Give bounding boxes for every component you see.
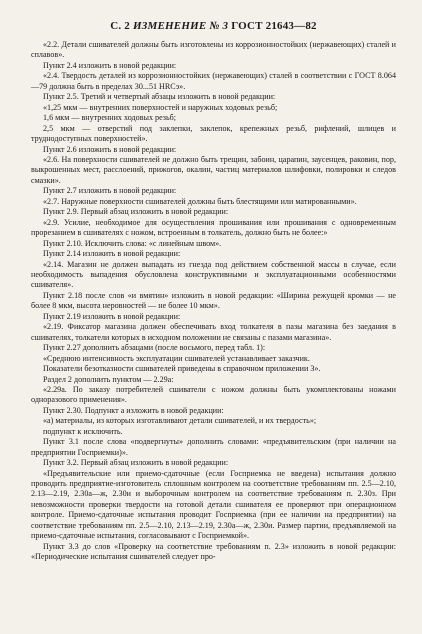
paragraph: Пункт 2.14 изложить в новой редакции: xyxy=(43,249,181,259)
paragraph: «2.7. Наружные поверхности сшивателей должны быть блестящими или матированными». xyxy=(43,196,357,206)
paragraph: «Среднюю интенсивность эксплуатации сшивателей устанавливает заказчик. xyxy=(43,353,310,363)
paragraph: 2,5 мкм — отверстий под заклепки, заклепок, крепежных резьб, рифлений, шлицев и труднодоступных поверхностей». xyxy=(31,123,396,144)
paragraph: подпункт к исключить. xyxy=(43,426,123,436)
paragraph: Пункт 2.4 изложить в новой редакции: xyxy=(43,60,177,70)
paragraph: Пункт 3.2. Первый абзац изложить в новой редакции: xyxy=(43,458,229,468)
paragraph: Пункт 2.5. Третий и четвертый абзацы изложить в новой редакции: xyxy=(43,92,276,102)
paragraph: Показатели безотказности сшивателей приведены в справочном приложении 3». xyxy=(43,364,321,374)
paragraph: «2.6. На поверхности сшивателей не должно быть трещин, забоин, царапин, заусенцев, раковин, пор, выкрошенных мест, расслоений, прижогов, окалин, частиц материалов шлифовки, полировки и следов смазки». xyxy=(31,154,396,185)
paragraph: «2.4. Твердость деталей из коррозионностойких (нержавеющих) сталей в соответствии с ГОСТ 8.064—79 должна быть в пределах 30...51 HRCэ». xyxy=(31,71,396,91)
paragraph: «Предъявительские или приемо-сдаточные (если Госприемка не введена) испытания должно проводить предприятие-изготовитель сплошным контролем на соответствие требованиям пп. 2.5—2.10, 2.13—2.19, 2.30а—ж, 2.30и и выборочным контролем на соответствие требованиям п. 2.30з. При невозможности проверки твердости на готовой детали сшивателя ее проверяют при операционном контроле. Приемо-сдаточные испытания проводит Госприемка (при ее наличии на предприятии) на соответствие требованиям пп. 2.5—2.10, 2.13—2.19, 2.30а—ж, 2.30и. Размер партии, предъявляемой на приемо-сдаточные испытания, согласовывают с Госприемкой». xyxy=(31,468,396,541)
paragraph: Пункт 2.27 дополнить абзацами (после восьмого, перед табл. 1): xyxy=(43,343,266,353)
change-title: ИЗМЕНЕНИЕ № 3 xyxy=(132,20,229,32)
paragraph: Раздел 2 дополнить пунктом — 2.29а: xyxy=(43,374,174,384)
paragraph: Пункт 3.3 до слов «Проверку на соответствие требованиям п. 2.3» изложить в новой редакции: «Периодические испытания сшивателей следует про- xyxy=(31,541,396,562)
paragraph: «а) материалы, из которых изготавливают детали сшивателей, и их твердость»; xyxy=(43,416,317,426)
paragraph: «2.14. Магазин не должен выпадать из гнезда под действием собственной массы в случае, если необходимость выпадения обусловлена конструктивными и эксплуатационными особенностями сшивателя». xyxy=(31,259,396,290)
paragraph: Пункт 2.18 после слов «и вмятин» изложить в новой редакции: «Ширина режущей кромки — не более 8 мкм, высота неровностей — не более 10 мкм». xyxy=(31,290,396,311)
paragraph: Пункт 2.10. Исключить слова: «с линейным швом». xyxy=(43,238,222,248)
paragraph: Пункт 2.30. Подпункт а изложить в новой редакции: xyxy=(43,405,224,415)
paragraph: Пункт 2.19 изложить в новой редакции: xyxy=(43,311,181,321)
paragraph: «2.29а. По заказу потребителей сшиватели с ножом должны быть укомплектованы ножами одноразового применения». xyxy=(31,384,396,405)
paragraph: Пункт 2.9. Первый абзац изложить в новой редакции: xyxy=(43,207,229,217)
paragraph: «2.9. Усилие, необходимое для осуществления прошивания или прошивания с одновременным прорезанием в сшивателях с ножом, встроенным в толкатель, должно быть не более:» xyxy=(31,217,396,238)
standard-code: ГОСТ 21643—82 xyxy=(231,20,317,32)
page-header xyxy=(31,20,396,32)
paragraph: «2.19. Фиксатор магазина должен обеспечивать вход толкателя в пазы магазина без заедания в сшивателях, толкатели которых в исходном положении не связаны с пазами магазина». xyxy=(31,322,396,342)
paragraph: Пункт 3.1 после слова «подвергнуты» дополнить словами: «предъявительским (при наличии на предприятии Госприемки)». xyxy=(31,437,396,457)
paragraph: Пункт 2.7 изложить в новой редакции: xyxy=(43,186,177,196)
paragraph: «1,25 мкм — внутренних поверхностей и наружных ходовых резьб; xyxy=(43,102,278,112)
paragraph: 1,6 мкм — внутренних ходовых резьб; xyxy=(43,113,177,123)
document-body xyxy=(31,40,396,563)
page-number: С. 2 xyxy=(110,20,130,32)
paragraph: «2.2. Детали сшивателей должны быть изготовлены из коррозионностойких (нержавеющих) сталей и сплавов». xyxy=(31,40,396,60)
paragraph: Пункт 2.6 изложить в новой редакции: xyxy=(43,144,177,154)
